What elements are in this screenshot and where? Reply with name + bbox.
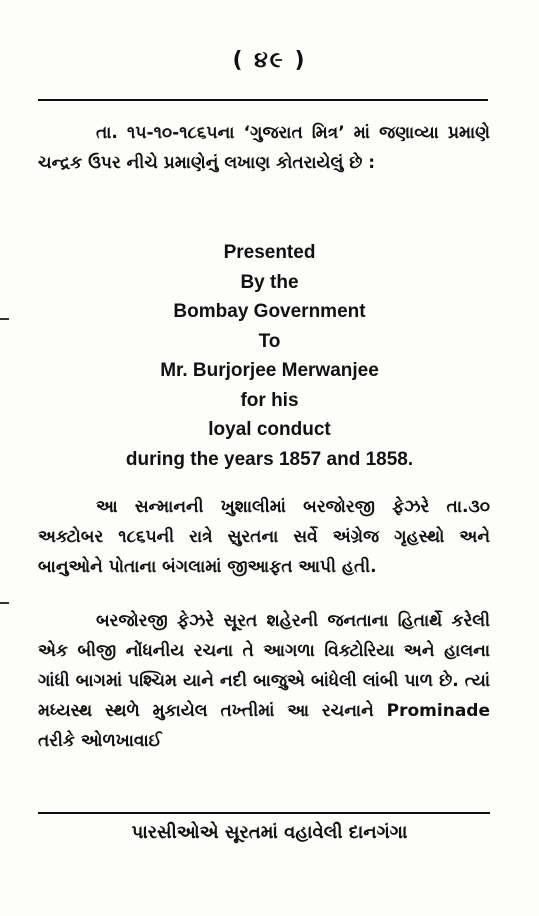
- paragraph-medal-inscription-intro: [38, 118, 490, 178]
- running-footer-book-title: પારસીઓએ સૂરતમાં વહાવેલી દાનગંગા: [131, 822, 408, 843]
- binding-mark: [0, 318, 9, 320]
- footer-divider: [38, 812, 490, 814]
- inscription-line: Presented: [223, 242, 316, 263]
- inscription-line: Bombay Government: [173, 301, 366, 322]
- inscription-line: By the: [240, 271, 299, 293]
- inscription-line: To: [258, 330, 281, 352]
- inscription-line: during the years 1857 and 1858.: [125, 448, 414, 470]
- inscription-line: for his: [240, 389, 299, 411]
- paragraph-1-text: તા. ૧૫-૧૦-૧૮૬૫ના ‘ગુજરાત મિત્ર’ માં જણાવ્યા પ્રમાણે ચન્દ્રક ઉપર નીચે પ્રમાણેનું લખાણ કોતરાયેલું છે :: [38, 123, 490, 173]
- paragraph-celebration: [38, 492, 490, 582]
- medal-inscription-block: [0, 238, 539, 474]
- paragraph-2-text: આ સન્માનની ખુશાલીમાં બરજોરજી ફેઝરે તા.૩૦ અક્ટોબર ૧૮૬૫ની રાત્રે સુરતના સર્વે અંગ્રેજ ગૃહસ્થો અને બાનુઓને પોતાના બંગલામાં જીઆફત આપી હતી.: [38, 497, 490, 577]
- inscription-line: loyal conduct: [208, 419, 331, 440]
- inscription-line: Mr. Burjorjee Merwanjee: [160, 360, 379, 381]
- binding-mark: [0, 602, 9, 604]
- page-number: ( ૪૯ ): [232, 48, 307, 73]
- paragraph-promenade: [38, 606, 490, 756]
- paragraph-3-text: બરજોરજી ફેઝરે સૂરત શહેરની જનતાના હિતાર્થે કરેલી એક બીજી નોંધનીય રચના તે આગળા વિક્ટોરિયા અને હાલના ગાંધી બાગમાં પશ્ચિમ યાને નદી બાજુએ બાંધેલી લાંબી પાળ છે. ત્યાં મધ્યસ્થ સ્થળે મુકાયેલ તખ્તીમાં આ રચનાને Prominade તરીકે ઓળખાવાઈ: [38, 611, 490, 751]
- header-divider: [38, 99, 488, 101]
